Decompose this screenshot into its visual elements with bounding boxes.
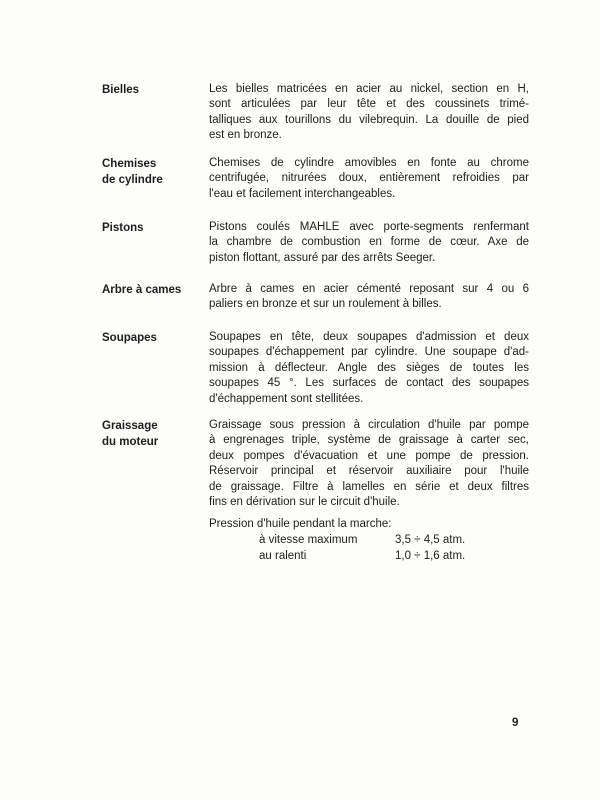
section-text: Chemises de cylindre amovibles en fonte au chrome centrifugée, nitrurées doux, entièrement refroidies par l'eau et facilement interchangeables. <box>209 157 529 200</box>
section-heading: Pistons <box>102 222 144 234</box>
oil-pressure-block <box>209 517 466 562</box>
pressure-label: au ralenti <box>259 550 307 562</box>
pressure-label: à vitesse maximum <box>259 534 358 546</box>
section-text: Graissage sous pression à circulation d'huile par pompe à engrenages triple, système de graissage à carter sec, deux pompes d'évacuation et une pompe de pression. Réservoir principal et réservoir auxiliaire pour l'huile de graissage. Filtre à lamelles en série et deux filtres fins en dérivation sur le circuit d'huile. <box>209 419 529 509</box>
pressure-value: 1,0 ÷ 1,6 atm. <box>395 550 466 562</box>
section-text: Soupapes en tête, deux soupapes d'admission et deux soupapes d'échappement par cylindre. Une soupape d'ad- mission à déflecteur. Angle des sièges de toutes les soupapes 45 °. Les surfaces de contact des soupapes d'échappement sont stellitées. <box>209 331 529 405</box>
section-text: Les bielles matricées en acier au nickel, section en H, sont articulées par leur tête et des coussinets trimé- talliques aux tourillons du vilebrequin. La douille de pied est en bronze. <box>209 83 529 142</box>
section-heading: Graissage du moteur <box>102 420 159 448</box>
section-heading: Bielles <box>102 84 140 96</box>
section-heading: Chemises de cylindre <box>102 158 163 186</box>
oil-pressure-title: Pression d'huile pendant la marche: <box>209 518 392 530</box>
section-text: Arbre à cames en acier cémenté reposant sur 4 ou 6 paliers en bronze et sur un roulement à billes. <box>209 283 529 311</box>
section-text: Pistons coulés MAHLE avec porte-segments renfermant la chambre de combustion en forme de cœur. Axe de piston flottant, assuré par des arrêts Seeger. <box>209 221 529 264</box>
section-heading: Soupapes <box>102 332 157 344</box>
pressure-value: 3,5 ÷ 4,5 atm. <box>395 534 466 546</box>
page-number: 9 <box>512 717 519 729</box>
section-heading: Arbre à cames <box>102 284 182 296</box>
